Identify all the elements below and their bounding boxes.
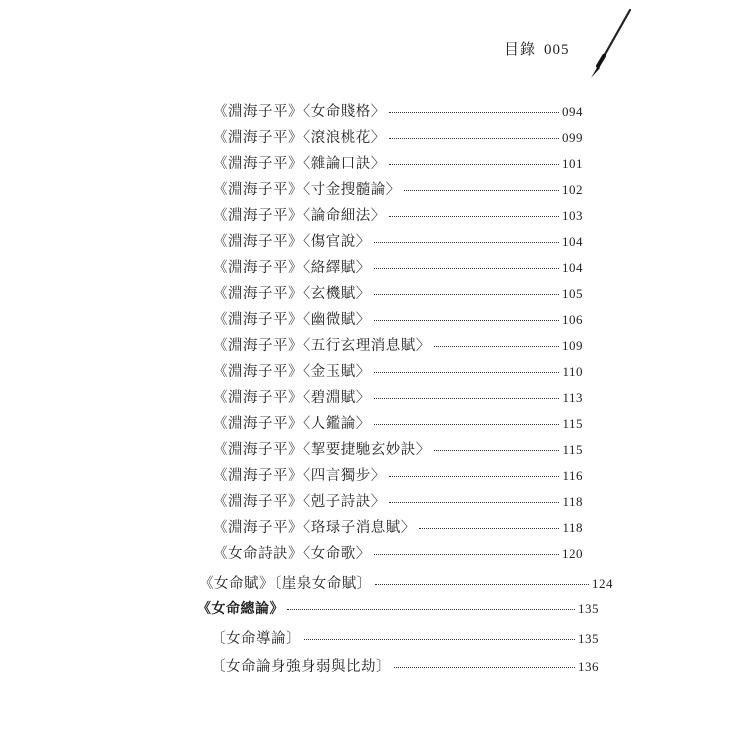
- dot-leader: [434, 449, 560, 451]
- toc-entry-title: 〔女命論身強身弱與比劫〕: [211, 659, 391, 675]
- dot-leader: [374, 293, 559, 295]
- brush-pen-icon: [578, 8, 638, 78]
- toc-entry-page: 103: [562, 208, 583, 223]
- header-page-number: 005: [544, 42, 570, 58]
- toc-entry[interactable]: [199, 572, 613, 593]
- toc-entry[interactable]: [213, 230, 583, 251]
- toc-entry-title: 〔女命導論〕: [211, 631, 301, 647]
- toc-entry-page: 104: [562, 260, 583, 275]
- toc-entry-page: 116: [562, 468, 583, 483]
- dot-leader: [389, 137, 559, 139]
- dot-leader: [374, 371, 560, 373]
- toc-entry-page: 124: [592, 576, 613, 591]
- dot-leader: [304, 638, 575, 640]
- toc-entry-page: 106: [562, 312, 583, 327]
- dot-leader: [389, 163, 559, 165]
- toc-entry-title: 《淵海子平》〈論命細法〉: [213, 208, 386, 224]
- toc-entry[interactable]: [213, 412, 583, 433]
- toc-entry-title: 《淵海子平》〈金玉賦〉: [213, 364, 371, 380]
- toc-entry-page: 110: [562, 364, 583, 379]
- toc-entry-title: 《淵海子平》〈幽微賦〉: [213, 312, 371, 328]
- toc-entry-title: 《淵海子平》〈挈要捷馳玄妙訣〉: [213, 442, 431, 458]
- toc-entry-title: 《淵海子平》〈碧淵賦〉: [213, 390, 371, 406]
- toc-entry-page: 115: [562, 416, 583, 431]
- toc-entry[interactable]: [213, 438, 583, 459]
- toc-entry-page: 118: [562, 520, 583, 535]
- toc-entry-title: 《淵海子平》〈剋子詩訣〉: [213, 494, 386, 510]
- dot-leader: [404, 189, 559, 191]
- toc-entry-title: 《淵海子平》〈傷官說〉: [213, 234, 371, 250]
- toc-entry-title: 《淵海子平》〈四言獨步〉: [213, 468, 386, 484]
- toc-entry[interactable]: [213, 256, 583, 277]
- toc-entry[interactable]: [213, 360, 583, 381]
- dot-leader: [434, 345, 559, 347]
- dot-leader: [374, 553, 559, 555]
- dot-leader: [374, 423, 560, 425]
- dot-leader: [374, 241, 559, 243]
- toc-entry-title: 《淵海子平》〈玄機賦〉: [213, 286, 371, 302]
- dot-leader: [419, 527, 560, 529]
- toc-entry[interactable]: [213, 308, 583, 329]
- dot-leader: [389, 215, 559, 217]
- toc-entry-page: 113: [562, 390, 583, 405]
- toc-entry-title: 《淵海子平》〈女命賤格〉: [213, 104, 386, 120]
- toc-entry[interactable]: [213, 542, 583, 563]
- toc-entry-title: 《淵海子平》〈寸金搜髓論〉: [213, 182, 401, 198]
- toc-entry-page: 099: [562, 130, 583, 145]
- toc-entry-page: 135: [578, 601, 599, 616]
- toc-entry[interactable]: [213, 152, 583, 173]
- toc-entry[interactable]: [213, 464, 583, 485]
- dot-leader: [375, 583, 589, 585]
- toc-entry[interactable]: [213, 490, 583, 511]
- toc-entry-title: 《女命詩訣》〈女命歌〉: [213, 546, 371, 562]
- toc-entry[interactable]: [211, 655, 599, 676]
- toc-section-entry[interactable]: [197, 598, 599, 618]
- toc-entry-title: 《淵海子平》〈珞琭子消息賦〉: [213, 520, 416, 536]
- toc-entry[interactable]: [213, 100, 583, 121]
- toc-entry[interactable]: [213, 204, 583, 225]
- toc-section-title: 《女命總論》: [197, 601, 284, 617]
- toc-entry[interactable]: [213, 386, 583, 407]
- toc-entry[interactable]: [211, 627, 599, 648]
- dot-leader: [374, 319, 559, 321]
- running-header: [504, 38, 570, 59]
- dot-leader: [389, 111, 559, 113]
- toc-entry-page: 118: [562, 494, 583, 509]
- toc-entry[interactable]: [213, 126, 583, 147]
- dot-leader: [374, 397, 560, 399]
- toc-entry-page: 109: [562, 338, 583, 353]
- dot-leader: [287, 608, 575, 610]
- toc-entry-page: 094: [562, 104, 583, 119]
- toc-entry[interactable]: [213, 334, 583, 355]
- header-title: 目錄: [504, 40, 537, 58]
- toc-entry[interactable]: [213, 282, 583, 303]
- toc-entry-title: 《淵海子平》〈滾浪桃花〉: [213, 130, 386, 146]
- toc-entry-page: 101: [562, 156, 583, 171]
- dot-leader: [389, 475, 560, 477]
- dot-leader: [394, 666, 575, 668]
- toc-entry[interactable]: [213, 516, 583, 537]
- toc-entry-title: 《淵海子平》〈五行玄理消息賦〉: [213, 338, 431, 354]
- toc-entry-page: 102: [562, 182, 583, 197]
- toc-entry-page: 120: [562, 546, 583, 561]
- toc-entry-title: 《淵海子平》〈絡繹賦〉: [213, 260, 371, 276]
- toc-entry-title: 《淵海子平》〈人鑑論〉: [213, 416, 371, 432]
- toc-entry-page: 136: [578, 659, 599, 674]
- toc-entry-page: 104: [562, 234, 583, 249]
- toc-entry-page: 105: [562, 286, 583, 301]
- toc-entry-page: 115: [562, 442, 583, 457]
- dot-leader: [389, 501, 560, 503]
- dot-leader: [374, 267, 559, 269]
- toc-entry-title: 《淵海子平》〈雜論口訣〉: [213, 156, 386, 172]
- toc-entry[interactable]: [213, 178, 583, 199]
- toc-entry-page: 135: [578, 631, 599, 646]
- toc-entry-title: 《女命賦》〔崖泉女命賦〕: [199, 576, 372, 592]
